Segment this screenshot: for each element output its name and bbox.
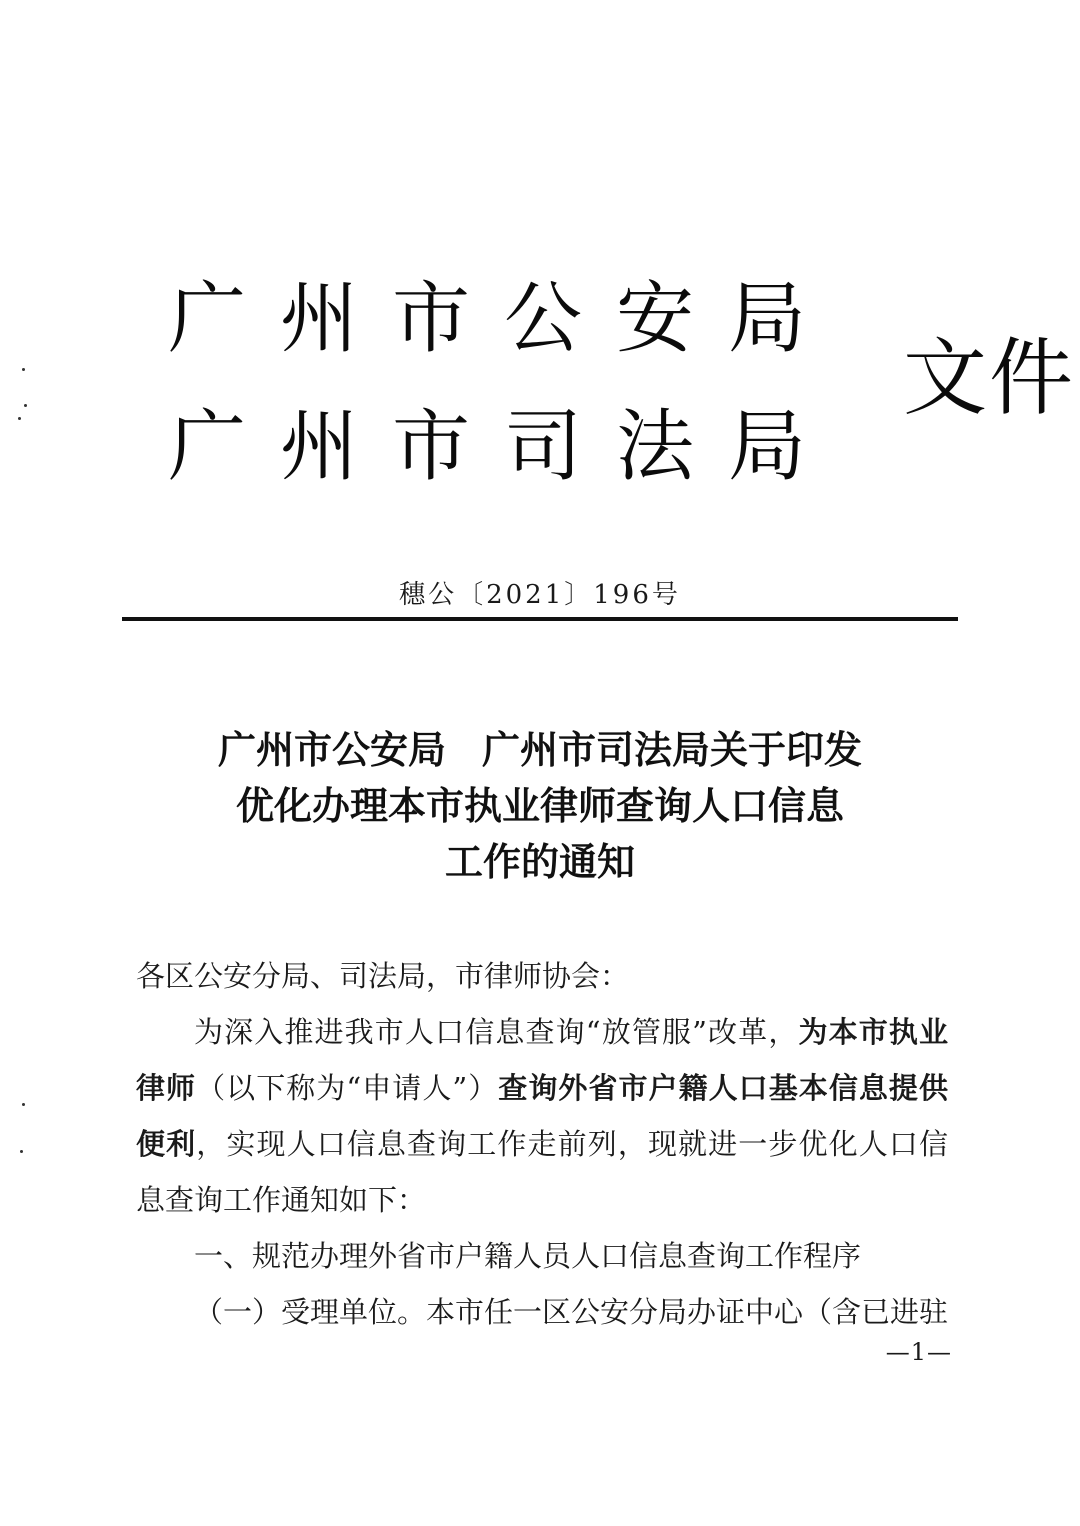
paragraph-1-seg-3: （以下称为“申请人”） xyxy=(196,1071,499,1105)
title-line-2: 优化办理本市执业律师查询人口信息 xyxy=(235,784,844,828)
masthead-suffix: 文件 xyxy=(903,329,1076,427)
title-line-3: 工作的通知 xyxy=(444,840,635,884)
section-1-heading: 一、规范办理外省市户籍人员人口信息查询工作程序 xyxy=(194,1239,862,1273)
paragraph-1-bold-2: 查询外省市户籍人口基本信息提供便利 xyxy=(136,1071,948,1161)
item-1: （一）受理单位。本市任一区公安分局办证中心（含已进驻 xyxy=(194,1295,949,1329)
document-number: 穗公〔2021〕196号 xyxy=(399,580,681,610)
scan-mark xyxy=(20,1150,23,1153)
paragraph-1-seg-5: ，实现人口信息查询工作走前列，现就进一步优化人口信息查询工作通知如下： xyxy=(136,1127,948,1217)
title-line-1-part-2: 广州市司法局关于印发 xyxy=(482,728,863,772)
masthead xyxy=(168,274,1076,500)
paragraph-1-seg-1: 为深入推进我市人口信息查询“放管服”改革， xyxy=(194,1015,799,1049)
scan-mark xyxy=(24,404,27,407)
title-line-1-part-1: 广州市公安局 xyxy=(217,728,446,772)
paragraph-1 xyxy=(136,1004,948,1228)
scan-mark xyxy=(22,1103,25,1106)
paragraph-1-bold-1: 为本市执业律师 xyxy=(136,1015,948,1105)
scan-mark xyxy=(22,368,25,371)
masthead-issuer-2: 广州市司法局 xyxy=(168,402,841,492)
masthead-issuer-1: 广州市公安局 xyxy=(168,274,841,364)
document-title xyxy=(0,722,1080,890)
scan-mark xyxy=(18,417,21,420)
page-number: —1— xyxy=(885,1338,952,1366)
title-line-1 xyxy=(0,722,1080,778)
header-divider xyxy=(122,617,958,621)
document-body xyxy=(136,948,948,1340)
salutation: 各区公安分局、司法局，市律师协会： xyxy=(136,959,630,993)
